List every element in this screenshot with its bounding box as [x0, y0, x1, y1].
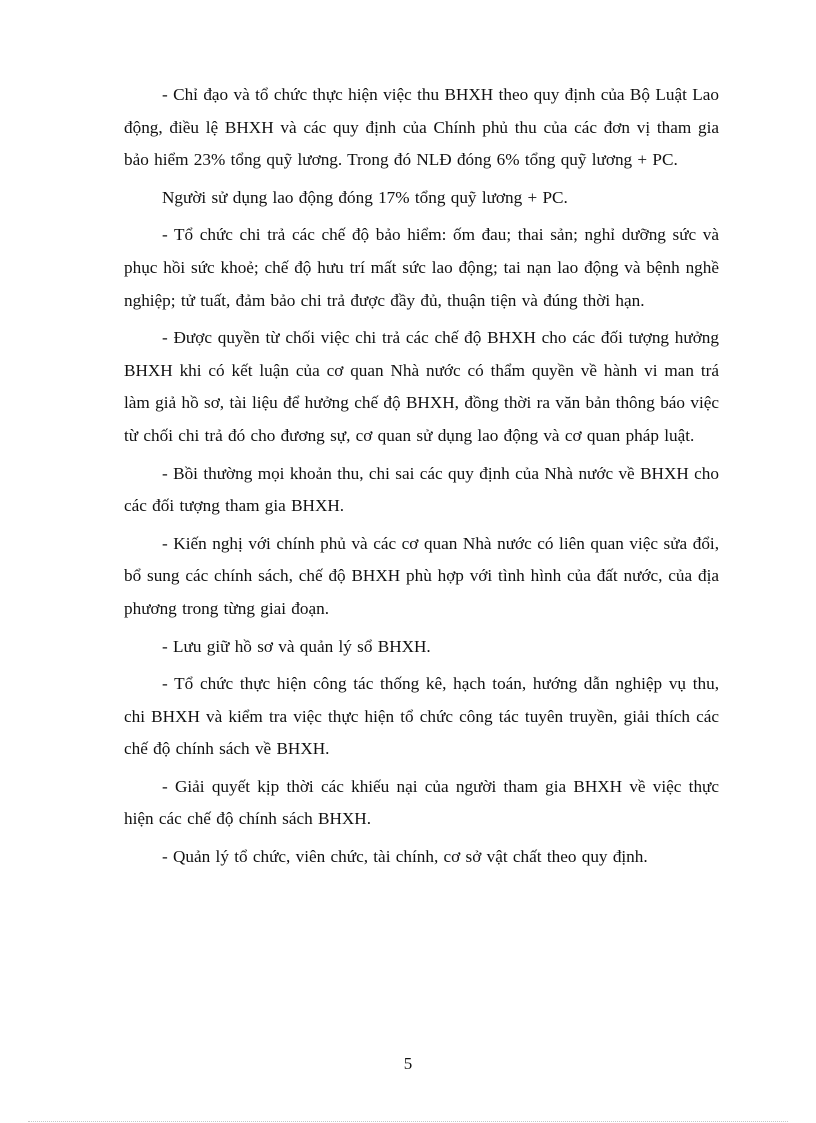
paragraph-quan-ly-to-chuc: - Quản lý tổ chức, viên chức, tài chính, cơ sở vật chất theo quy định.: [162, 847, 648, 867]
page-bottom-divider: [28, 1121, 788, 1122]
paragraph-kien-nghi: - Kiến nghị với chính phủ và các cơ quan Nhà nước có liên quan việc sửa đổi, bổ sung các chính sách, chế độ BHXH phù hợp với tình hình của đất nước, của địa phương trong từng giai đoạn.: [124, 533, 719, 618]
paragraph-tu-choi-chi-tra: - Được quyền từ chối việc chi trả các chế độ BHXH cho các đối tượng hưởng BHXH khi có kết luận của cơ quan Nhà nước có thẩm quyền về hành vi man trá làm giả hồ sơ, tài liệu để hưởng chế độ BHXH, đồng thời ra văn bản thông báo việc từ chối chi trả đó cho đương sự, cơ quan sử dụng lao động và cơ quan pháp luật.: [124, 328, 719, 445]
paragraph-nguoi-su-dung-lao-dong: Người sử dụng lao động đóng 17% tổng quỹ lương + PC.: [162, 187, 568, 207]
paragraph-chi-tra-che-do: - Tổ chức chi trả các chế độ bảo hiểm: ốm đau; thai sản; nghỉ dưỡng sức và phục hồi sức khoẻ; chế độ hưu trí mất sức lao động; tai nạn lao động và bệnh nghề nghiệp; tử tuất, đảm bảo chi trả được đầy đủ, thuận tiện và đúng thời hạn.: [124, 225, 719, 310]
paragraph-thu-bhxh: - Chỉ đạo và tổ chức thực hiện việc thu BHXH theo quy định của Bộ Luật Lao động, điều lệ BHXH và các quy định của Chính phủ thu của các đơn vị tham gia bảo hiểm 23% tổng quỹ lương. Trong đó NLĐ đóng 6% tổng quỹ lương + PC.: [124, 85, 719, 170]
document-body: [124, 79, 719, 879]
paragraph-giai-quyet-khieu-nai: - Giải quyết kịp thời các khiếu nại của người tham gia BHXH về việc thực hiện các chế độ chính sách BHXH.: [124, 776, 719, 829]
paragraph-boi-thuong: - Bồi thường mọi khoản thu, chi sai các quy định của Nhà nước về BHXH cho các đối tượng tham gia BHXH.: [124, 463, 719, 516]
paragraph-luu-giu-ho-so: - Lưu giữ hồ sơ và quản lý sổ BHXH.: [162, 636, 431, 656]
page-number: 5: [403, 1054, 413, 1073]
paragraph-thong-ke-hach-toan: - Tổ chức thực hiện công tác thống kê, hạch toán, hướng dẫn nghiệp vụ thu, chi BHXH và kiểm tra việc thực hiện tổ chức công tác tuyên truyền, giải thích các chế độ chính sách về BHXH.: [124, 674, 719, 759]
